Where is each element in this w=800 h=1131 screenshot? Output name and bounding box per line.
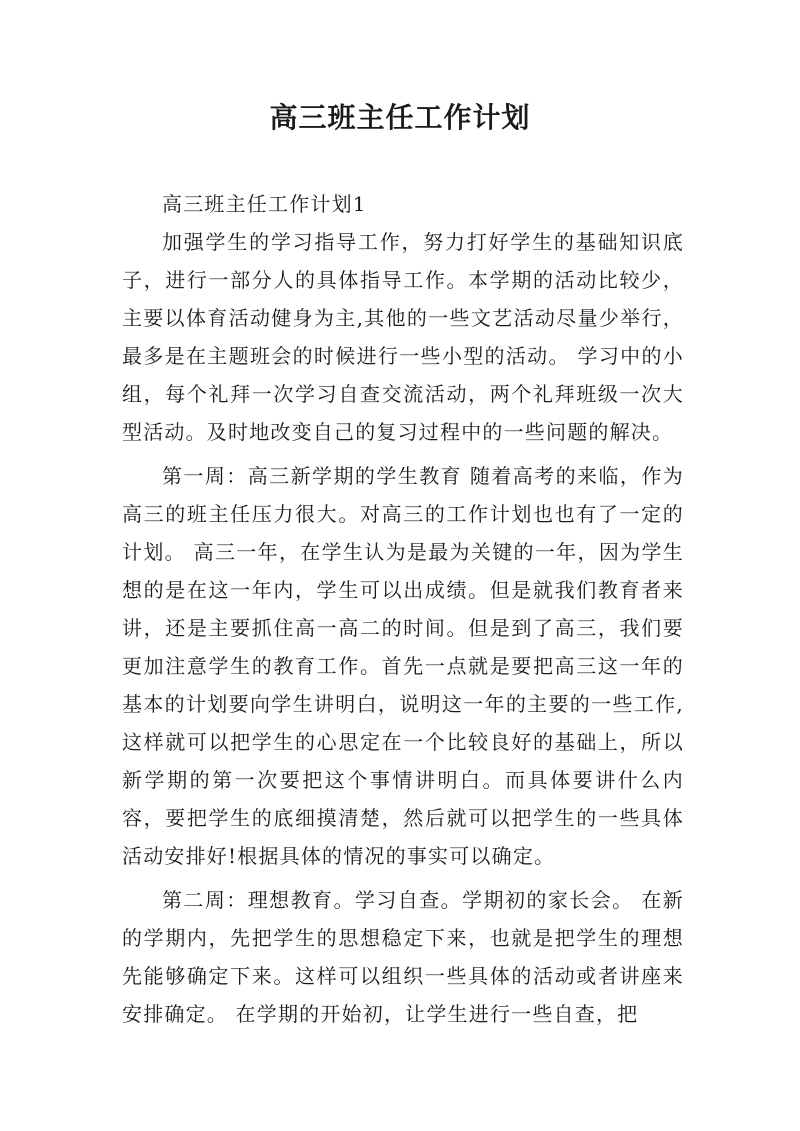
paragraph-subtitle: 高三班主任工作计划1 (162, 192, 367, 216)
paragraph-week-two: 第二周：理想教育。学习自查。学期初的家长会。 在新的学期内，先把学生的思想稳定下来，也就是把学生的理想先能够确定下来。这样可以组织一些具体的活动或者讲座来安排确定。 在学期的开始初，让学生进行一些自查，把 (122, 888, 684, 1026)
paragraph-week-one: 第一周：高三新学期的学生教育 随着高考的来临，作为高三的班主任压力很大。对高三的工作计划也也有了一定的计划。 高三一年，在学生认为是最为关键的一年，因为学生想的是在这一年内，学生可以出成绩。但是就我们教育者来讲，还是主要抓住高一高二的时间。但是到了高三，我们要更加注意学生的教育工作。首先一点就是要把高三这一年的基本的计划要向学生讲明白，说明这一年的主要的一些工作,这样就可以把学生的心思定在一个比较良好的基础上，所以新学期的第一次要把这个事情讲明白。而具体要讲什么内容，要把学生的底细摸清楚，然后就可以把学生的一些具体活动安排好!根据具体的情况的事实可以确定。 (122, 464, 684, 868)
document-body (122, 185, 684, 1033)
paragraph-intro: 加强学生的学习指导工作，努力打好学生的基础知识底子，进行一部分人的具体指导工作。本学期的活动比较少，主要以体育活动健身为主,其他的一些文艺活动尽量少举行，最多是在主题班会的时候进行一些小型的活动。 学习中的小组，每个礼拜一次学习自查交流活动，两个礼拜班级一次大型活动。及时地改变自己的复习过程中的一些问题的解决。 (122, 230, 684, 444)
document-title: 高三班主任工作计划 (269, 101, 531, 134)
